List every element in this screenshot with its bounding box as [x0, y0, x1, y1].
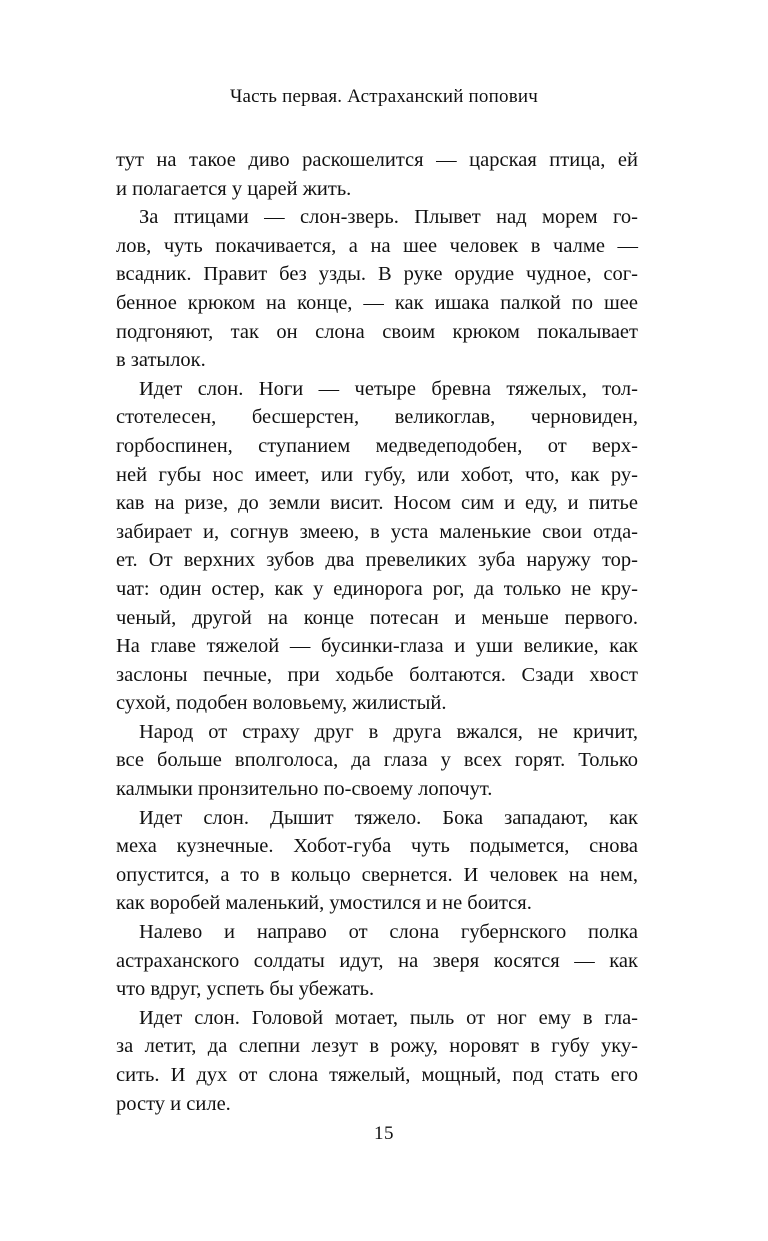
text-line: лов, чуть покачивается, а на шее человек в чалме — — [116, 234, 638, 257]
text-line: Народ от страху друг в друга вжался, не кричит, — [139, 720, 638, 743]
text-line: все больше вполголоса, да глаза у всех горят. Только — [116, 749, 638, 772]
running-head: Часть первая. Астраханский попович — [229, 86, 538, 107]
text-line: сухой, подобен воловьему, жилистый. — [116, 692, 447, 715]
paragraph — [116, 146, 638, 203]
text-line: На главе тяжелой — бусинки-глаза и уши великие, как — [116, 635, 638, 658]
text-line: чат: один остер, как у единорога рог, да только не кру- — [116, 577, 638, 600]
text-line: калмыки пронзительно по-своему лопочут. — [116, 778, 493, 801]
paragraph — [116, 718, 638, 804]
text-line: сить. И дух от слона тяжелый, мощный, под стать его — [116, 1064, 638, 1086]
text-line: подгоняют, так он слона своим крюком покалывает — [116, 320, 638, 343]
text-line: росту и силе. — [116, 1092, 231, 1115]
text-line: стотелесен, бесшерстен, великоглав, черновиден, — [116, 406, 638, 429]
text-line: ченый, другой на конце потесан и меньше первого. — [116, 606, 638, 629]
text-line: в затылок. — [116, 349, 206, 372]
paragraph — [116, 203, 638, 375]
text-line: Идет слон. Ноги — четыре бревна тяжелых, тол- — [139, 377, 638, 400]
text-line: за летит, да слепни лезут в рожу, норовят в губу уку- — [116, 1035, 638, 1058]
page-number: 15 — [374, 1123, 394, 1144]
body-text — [116, 146, 638, 1118]
text-line: и полагается у царей жить. — [116, 177, 352, 200]
text-line: что вдруг, успеть бы убежать. — [116, 978, 375, 1001]
text-line: горбоспинен, ступанием медведеподобен, от верх- — [116, 434, 638, 457]
text-line: заслоны печные, при ходьбе болтаются. Сзади хвост — [116, 663, 638, 686]
paragraph — [116, 375, 638, 718]
paragraph — [116, 804, 638, 918]
text-line: как воробей маленький, умостился и не боится. — [116, 892, 532, 915]
text-line: меха кузнечные. Хобот-губа чуть подымется, снова — [116, 835, 638, 858]
text-line: бенное крюком на конце, — как ишака палкой по шее — [116, 291, 638, 314]
text-line: опустится, а то в кольцо свернется. И человек на нем, — [116, 863, 638, 886]
paragraph — [116, 918, 638, 1004]
text-line: всадник. Правит без узды. В руке орудие чудное, сог- — [116, 263, 638, 286]
paragraph — [116, 1004, 638, 1118]
text-line: астраханского солдаты идут, на зверя косятся — как — [116, 949, 638, 972]
text-line: ней губы нос имеет, или губу, или хобот, что, как ру- — [116, 463, 638, 486]
text-line: Идет слон. Дышит тяжело. Бока западают, как — [139, 806, 638, 829]
text-line: тут на такое диво раскошелится — царская птица, ей — [116, 149, 638, 171]
text-line: Идет слон. Головой мотает, пыль от ног ему в гла- — [139, 1006, 638, 1029]
text-line: За птицами — слон-зверь. Плывет над морем го- — [139, 206, 638, 229]
text-line: ет. От верхних зубов два превеликих зуба наружу тор- — [116, 549, 638, 572]
text-line: кав на ризе, до земли висит. Носом сим и еду, и питье — [116, 492, 638, 515]
text-line: забирает и, согнув змеею, в уста маленькие свои отда- — [116, 520, 638, 543]
text-line: Налево и направо от слона губернского полка — [139, 921, 638, 944]
